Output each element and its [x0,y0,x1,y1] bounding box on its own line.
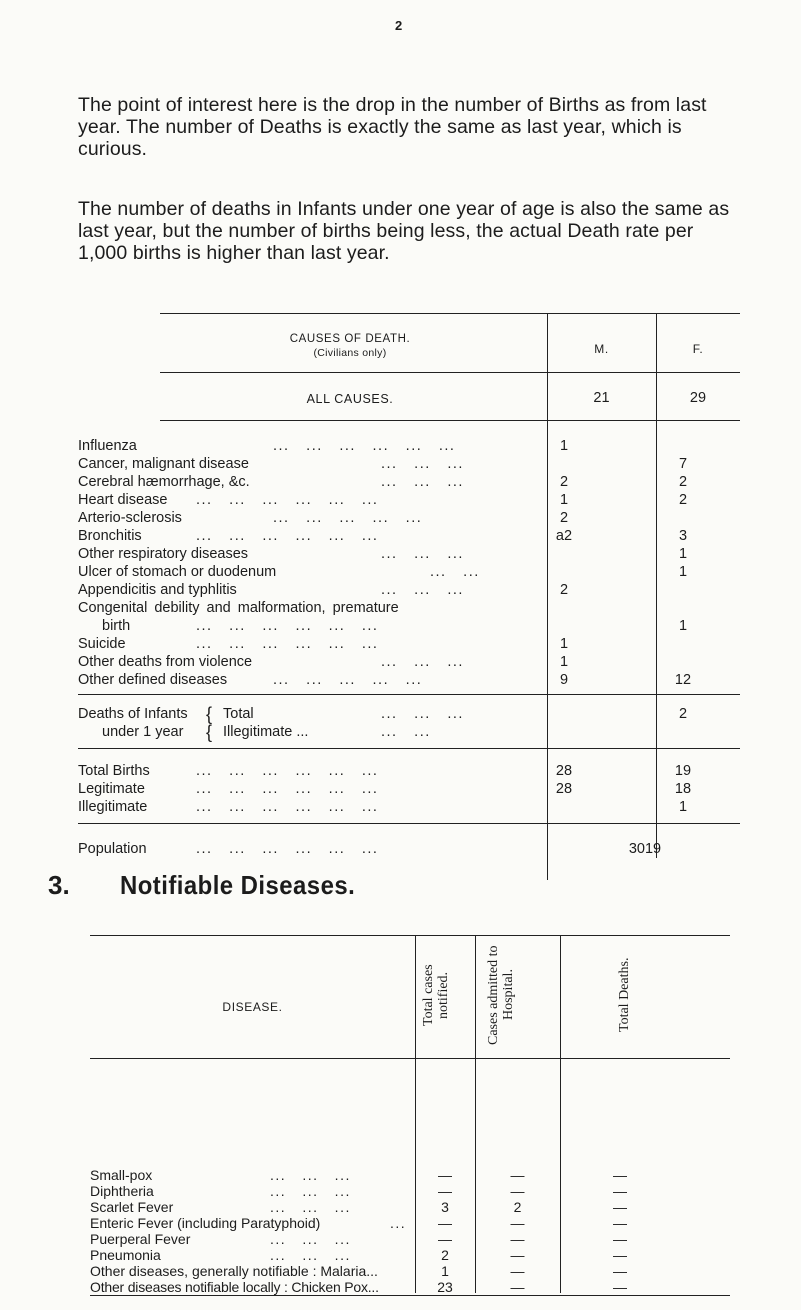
total-deaths-column-header: Total Deaths. [617,957,632,1033]
births-label: Legitimate [78,781,145,797]
disease-row: Diphtheria ... ... ... — — — [90,1183,730,1199]
infant-total-f: 2 [678,706,688,722]
cause-f: 7 [678,456,688,472]
disease-admitted: — [510,1215,525,1231]
births-f: 19 [674,763,692,779]
cause-row: Other respiratory diseases ... ... ... 1 [78,545,738,563]
cause-row: Cerebral hæmorrhage, &c. ... ... ... 2 2 [78,473,738,491]
disease-total-cases: — [438,1167,452,1183]
disease-label: Diphtheria [90,1183,154,1199]
infant-total-label: Total [223,706,254,722]
disease-admitted: — [510,1263,525,1279]
disease-column-header: DISEASE. [222,1000,283,1014]
page-number: 2 [395,18,403,33]
births-f: 18 [674,781,692,797]
cause-label: Other deaths from violence [78,654,253,670]
cause-label: birth [102,618,131,634]
births-label: Total Births [78,763,150,779]
hospital-admitted-column-header: Cases admitted to Hospital. [486,945,516,1045]
disease-row [90,1279,730,1295]
cause-row: birth ... ... ... ... ... ... 1 [78,617,738,635]
cause-m: 9 [559,672,569,688]
cause-f: 2 [678,474,688,490]
disease-label: Other diseases notifiable locally : Chicken Pox... [90,1279,379,1295]
disease-admitted: 2 [513,1199,522,1215]
disease-label: Enteric Fever (including Paratyphoid) [90,1215,321,1231]
infant-deaths-label: Deaths of Infants [78,706,188,722]
disease-row: Pneumonia ... ... ... 2 — — [90,1247,730,1263]
disease-row [90,1263,730,1279]
births-m: 28 [555,781,573,797]
cause-row: Heart disease ... ... ... ... ... ... 1 2 [78,491,738,509]
disease-total-cases: 3 [441,1199,449,1215]
disease-label: Puerperal Fever [90,1231,191,1247]
disease-admitted: — [510,1247,525,1263]
disease-admitted: — [510,1183,525,1199]
disease-deaths: — [613,1263,627,1279]
infant-deaths-total-row: Deaths of Infants { Total ... ... ... 2 [78,705,738,723]
births-f: 1 [678,799,688,815]
cause-label: Ulcer of stomach or duodenum [78,564,277,580]
cause-m: 1 [559,654,569,670]
column-header-m: M. [594,342,609,356]
cause-m: 2 [559,510,569,526]
infant-deaths-illegitimate-row: under 1 year { Illegitimate ... ... ... [102,722,431,742]
disease-label: Small-pox [90,1167,153,1183]
cause-row: Suicide ... ... ... ... ... ... 1 [78,635,738,653]
cause-m: 1 [559,636,569,652]
causes-header-title: CAUSES OF DEATH. [289,333,411,345]
cause-m: 1 [559,438,569,454]
disease-admitted: — [510,1231,525,1247]
cause-label: Suicide [78,636,126,652]
disease-total-cases: 2 [441,1247,449,1263]
cause-label: Appendicitis and typhlitis [78,582,237,598]
births-label: Illegitimate [78,799,148,815]
paragraph-births: The point of interest here is the drop in the number of Births as from last year. The number of Deaths is exactly the same as last year, which is curious. [78,94,707,160]
disease-deaths: — [613,1231,627,1247]
disease-deaths: — [613,1167,627,1183]
disease-total-cases: — [438,1183,452,1199]
population-row: Population ... ... ... ... ... ... [78,841,379,857]
disease-label: Scarlet Fever [90,1199,174,1215]
paragraph-infant-deaths: The number of deaths in Infants under one year of age is also the same as last year, but the number of births being less, the actual Death rate per 1,000 births is higher than last year. [78,198,730,264]
total-cases-column-header: Total cases notified. [421,964,451,1026]
cause-row: Cancer, malignant disease ... ... ... 7 [78,455,738,473]
births-m: 28 [555,763,573,779]
all-causes-m: 21 [593,390,610,406]
disease-admitted: — [510,1167,525,1183]
population-label: Population [78,841,147,857]
cause-m: 2 [559,582,569,598]
infant-illegitimate-label: Illegitimate ... [223,724,309,740]
column-header-f: F. [692,342,704,356]
disease-total-cases: — [438,1231,452,1247]
cause-f: 2 [678,492,688,508]
cause-label: Other respiratory diseases [78,546,249,562]
disease-deaths: — [613,1199,627,1215]
disease-deaths: — [613,1215,627,1231]
disease-deaths: — [613,1183,627,1199]
cause-row: Other deaths from violence ... ... ... 1 [78,653,738,671]
cause-label: Cerebral hæmorrhage, &c. [78,474,250,490]
births-row: Total Births ... ... ... ... ... ... 28 19 [78,762,738,780]
disease-deaths: — [613,1279,627,1295]
disease-row: Scarlet Fever ... ... ... 3 2 — [90,1199,730,1215]
births-row: Legitimate ... ... ... ... ... ... 28 18 [78,780,738,798]
disease-label: Other diseases, generally notifiable : Malaria... [90,1263,378,1279]
cause-row: Influenza ... ... ... ... ... ... 1 [78,437,738,455]
cause-f: 12 [674,672,692,688]
cause-f: 1 [678,546,688,562]
cause-m: a2 [555,528,573,544]
section-number: 3. [48,870,70,900]
disease-total-cases: 1 [441,1263,449,1279]
section-title: Notifiable Diseases. [120,870,356,900]
cause-label: Arterio-sclerosis [78,510,182,526]
all-causes-label: ALL CAUSES. [306,392,394,406]
cause-label: Other defined diseases [78,672,228,688]
cause-f: 1 [678,618,688,634]
cause-f: 3 [678,528,688,544]
disease-total-cases: 23 [437,1279,453,1295]
cause-row [78,599,738,617]
cause-m: 1 [559,492,569,508]
all-causes-f: 29 [689,390,707,406]
disease-admitted: — [510,1279,525,1295]
cause-row: Bronchitis ... ... ... ... ... ... a2 3 [78,527,738,545]
disease-label: Pneumonia [90,1247,161,1263]
cause-label: Cancer, malignant disease [78,456,249,472]
causes-header-subtitle: (Civilians only) [313,347,387,359]
cause-label: Influenza [78,438,137,454]
disease-row: Small-pox ... ... ... — — — [90,1167,730,1183]
cause-m: 2 [559,474,569,490]
disease-total-cases: — [438,1215,452,1231]
cause-row: Ulcer of stomach or duodenum ... ... 1 [78,563,738,581]
cause-label: Congenital debility and malformation, premature [78,600,399,616]
cause-row: Appendicitis and typhlitis ... ... ... 2 [78,581,738,599]
births-row: Illegitimate ... ... ... ... ... ... 1 [78,798,738,816]
cause-row: Arterio-sclerosis ... ... ... ... ... 2 [78,509,738,527]
cause-label: Bronchitis [78,528,142,544]
disease-row: Puerperal Fever ... ... ... — — — [90,1231,730,1247]
population-value: 3019 [628,841,662,857]
infant-deaths-sublabel: under 1 year [102,724,184,740]
cause-f: 1 [678,564,688,580]
disease-deaths: — [613,1247,627,1263]
disease-row: Enteric Fever (including Paratyphoid) ... — — — [90,1215,730,1231]
cause-row: Other defined diseases ... ... ... ... ... 9 12 [78,671,738,689]
cause-label: Heart disease [78,492,168,508]
